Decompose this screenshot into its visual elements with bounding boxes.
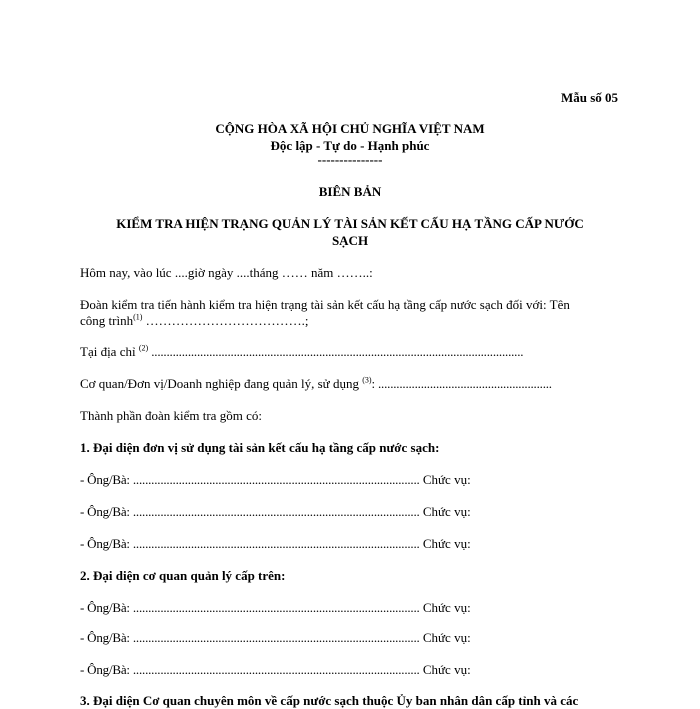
header-divider: ---------------	[317, 152, 383, 167]
position-label: Chức vụ:	[422, 662, 471, 677]
date-line: Hôm nay, vào lúc ....giờ ngày ....tháng …… năm ……..:	[80, 265, 373, 280]
form-number: Mẫu số 05	[560, 90, 618, 105]
project-name-label: công trình	[80, 313, 134, 328]
person-name-field: - Ông/Bà: ..............................................................................................	[80, 630, 420, 645]
section-1-person-row	[80, 504, 471, 520]
person-name-field: - Ông/Bà: ..............................................................................................	[80, 600, 420, 615]
document-subtitle-line-1: KIỂM TRA HIỆN TRẠNG QUẢN LÝ TÀI SẢN KẾT CẤU HẠ TẦNG CẤP NƯỚC	[116, 216, 584, 231]
inspection-team-line-2	[80, 313, 309, 329]
document-title: BIÊN BẢN	[318, 184, 382, 199]
agency-line	[80, 376, 552, 392]
person-name-field: - Ông/Bà: ..............................................................................................	[80, 472, 420, 487]
position-label: Chức vụ:	[422, 536, 471, 551]
footnote-3: (3)	[362, 375, 372, 385]
footnote-1: (1)	[133, 312, 143, 322]
project-name-blank: ……………………………….;	[142, 313, 309, 328]
position-label: Chức vụ:	[422, 472, 471, 487]
position-label: Chức vụ:	[422, 630, 471, 645]
document-subtitle-line-2: SẠCH	[331, 233, 369, 248]
country-name: CỘNG HÒA XÃ HỘI CHỦ NGHĨA VIỆT NAM	[215, 121, 485, 136]
address-blank: ..........................................................................................................................	[148, 344, 524, 359]
person-name-field: - Ông/Bà: ..............................................................................................	[80, 662, 420, 677]
position-label: Chức vụ:	[422, 600, 471, 615]
section-2-person-row	[80, 600, 471, 616]
position-label: Chức vụ:	[422, 504, 471, 519]
composition-line: Thành phần đoàn kiểm tra gồm có:	[80, 408, 262, 423]
section-2-heading: 2. Đại diện cơ quan quản lý cấp trên:	[80, 568, 286, 583]
section-1-person-row	[80, 536, 471, 552]
person-name-field: - Ông/Bà: ..............................................................................................	[80, 504, 420, 519]
section-2-person-row	[80, 630, 471, 646]
section-2-person-row	[80, 662, 471, 678]
inspection-team-line-1: Đoàn kiểm tra tiến hành kiểm tra hiện trạng tài sản kết cấu hạ tầng cấp nước sạch đối với: Tên	[80, 297, 570, 312]
national-motto: Độc lập - Tự do - Hạnh phúc	[270, 138, 430, 153]
section-1-heading: 1. Đại diện đơn vị sử dụng tài sản kết cấu hạ tầng cấp nước sạch:	[80, 440, 440, 455]
section-1-person-row	[80, 472, 471, 488]
person-name-field: - Ông/Bà: ..............................................................................................	[80, 536, 420, 551]
address-label: Tại địa chỉ	[80, 344, 139, 359]
section-3-heading: 3. Đại diện Cơ quan chuyên môn về cấp nước sạch thuộc Ủy ban nhân dân cấp tỉnh và các	[80, 693, 579, 708]
footnote-2: (2)	[138, 343, 149, 353]
agency-label: Cơ quan/Đơn vị/Doanh nghiệp đang quản lý, sử dụng	[80, 376, 363, 391]
address-line	[80, 344, 523, 360]
agency-blank: : .........................................................	[371, 376, 552, 391]
